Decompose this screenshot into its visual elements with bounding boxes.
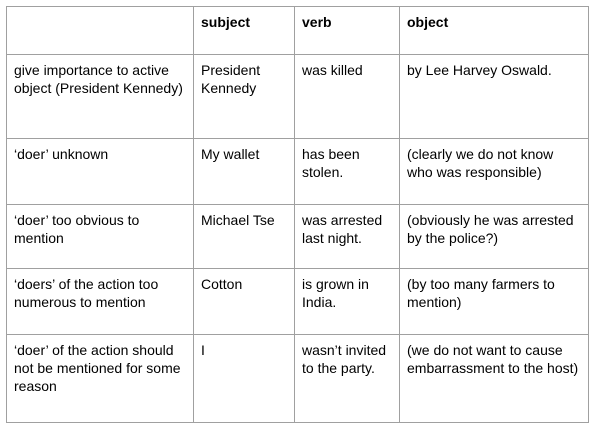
object-cell: (we do not want to cause embarrassment to the host)	[400, 335, 589, 423]
verb-cell: has been stolen.	[295, 139, 400, 205]
subject-cell: President Kennedy	[194, 55, 295, 139]
table-row	[7, 139, 589, 205]
reason-cell: ‘doer’ of the action should not be mentioned for some reason	[7, 335, 194, 423]
reason-cell: ‘doer’ too obvious to mention	[7, 205, 194, 269]
reason-cell: give importance to active object (President Kennedy)	[7, 55, 194, 139]
table-row	[7, 269, 589, 335]
verb-cell: wasn’t invited to the party.	[295, 335, 400, 423]
object-cell: by Lee Harvey Oswald.	[400, 55, 589, 139]
passive-voice-table	[6, 6, 589, 423]
subject-cell: My wallet	[194, 139, 295, 205]
reason-cell: ‘doer’ unknown	[7, 139, 194, 205]
object-cell: (clearly we do not know who was responsible)	[400, 139, 589, 205]
subject-cell: Cotton	[194, 269, 295, 335]
verb-cell: is grown in India.	[295, 269, 400, 335]
object-cell: (by too many farmers to mention)	[400, 269, 589, 335]
header-cell-object: object	[400, 7, 589, 55]
table-row	[7, 335, 589, 423]
subject-cell: Michael Tse	[194, 205, 295, 269]
header-cell-verb: verb	[295, 7, 400, 55]
table-row	[7, 205, 589, 269]
verb-cell: was killed	[295, 55, 400, 139]
object-cell: (obviously he was arrested by the police?)	[400, 205, 589, 269]
header-cell-empty	[7, 7, 194, 55]
reason-cell: ‘doers’ of the action too numerous to mention	[7, 269, 194, 335]
header-row	[7, 7, 589, 55]
header-cell-subject: subject	[194, 7, 295, 55]
verb-cell: was arrested last night.	[295, 205, 400, 269]
table-row	[7, 55, 589, 139]
subject-cell: I	[194, 335, 295, 423]
